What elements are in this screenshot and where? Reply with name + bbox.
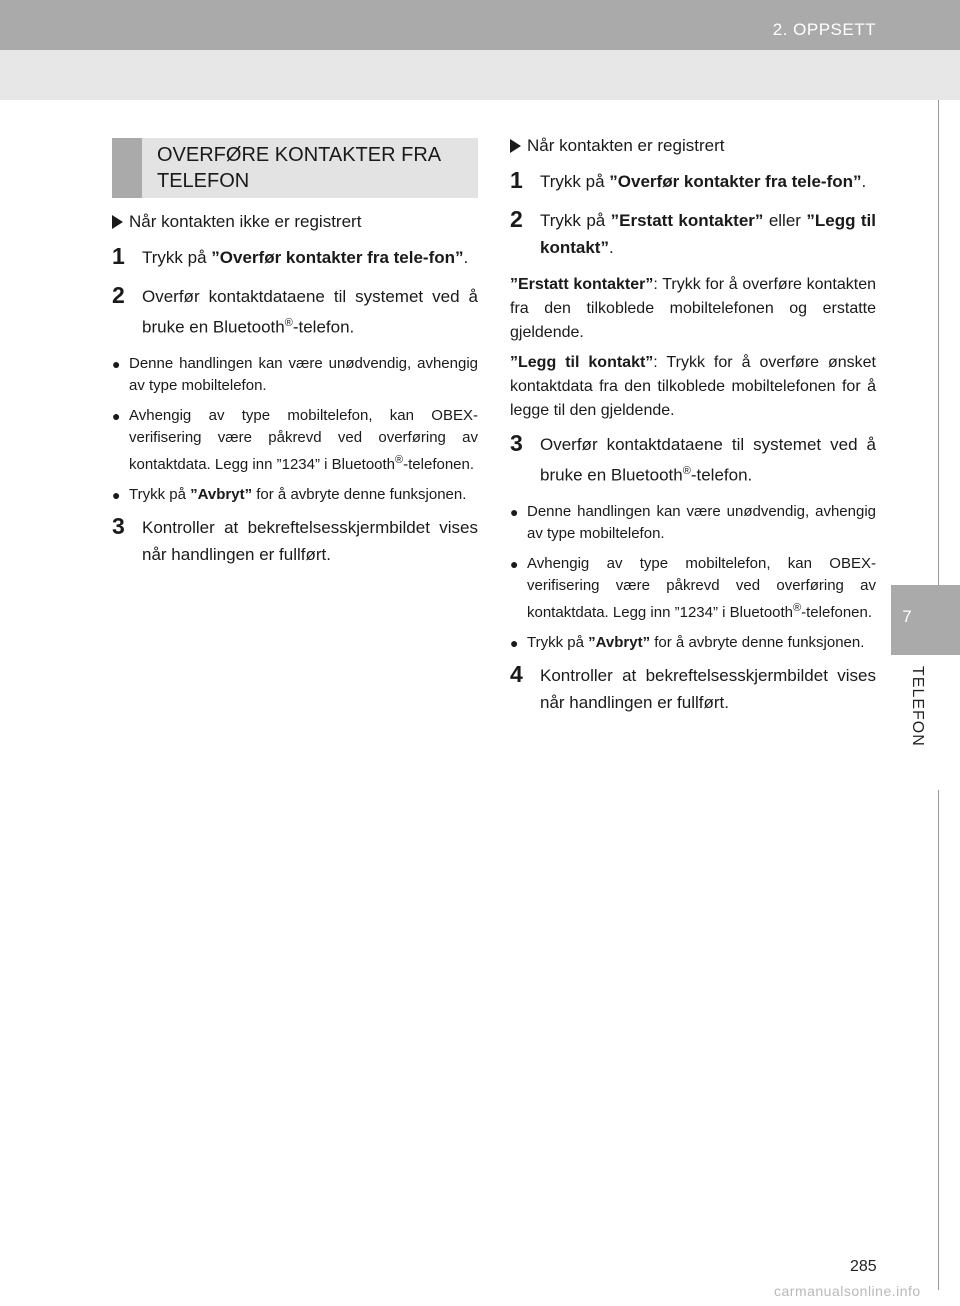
step-text-post: -telefon. [292, 317, 355, 337]
step-4 [510, 662, 876, 716]
header-band [0, 50, 960, 100]
bullet-dot-icon: ● [112, 355, 121, 372]
term: ”Legg til kontakt” [510, 354, 654, 371]
note-text-post: for å avbryte denne funksjonen. [252, 485, 467, 503]
bullet-dot-icon: ● [510, 503, 519, 520]
step-number: 2 [510, 206, 523, 232]
section-title: OVERFØRE KONTAKTER FRA TELEFON [157, 144, 440, 192]
page-header [0, 0, 960, 50]
note-text-pre: Trykk på [527, 633, 589, 651]
note-text: Denne handlingen kan være unødvendig, avhengig av type mobiltelefon. [129, 354, 478, 394]
step-text-post: . [861, 172, 867, 191]
step-text-post: . [608, 238, 614, 257]
note-text-pre: Trykk på [129, 485, 191, 503]
subheading-not-registered [112, 210, 478, 234]
button-name: ”Avbryt” [588, 633, 651, 651]
note-text-post: -telefonen. [403, 455, 475, 473]
note-3 [510, 632, 876, 654]
step-number: 3 [112, 512, 125, 539]
paragraph-add [510, 351, 876, 423]
button-name: ”Avbryt” [190, 485, 253, 503]
step-text [540, 207, 876, 261]
step-1 [112, 244, 478, 271]
side-divider-bottom [938, 790, 939, 1290]
note-text [527, 553, 876, 624]
triangle-right-icon [510, 139, 521, 153]
note-text: Denne handlingen kan være unødvendig, avhengig av type mobiltelefon. [527, 502, 876, 542]
step-text-mid: eller [763, 211, 807, 230]
note-text [129, 405, 478, 476]
note-text [129, 484, 478, 506]
note-text-post: -telefonen. [801, 603, 873, 621]
note-1 [510, 501, 876, 545]
step-text [540, 168, 876, 195]
button-name-replace: ”Erstatt kontakter” [610, 211, 764, 230]
registered-mark: ® [395, 453, 404, 466]
button-name: ”Overfør kontakter fra tele-fon” [211, 248, 464, 267]
bullet-dot-icon: ● [112, 486, 121, 503]
button-name: ”Overfør kontakter fra tele-fon” [609, 172, 862, 191]
step-text-pre: Trykk på [540, 172, 610, 191]
definition: : Trykk for å overføre kontakten fra den tilkoblede mobiltelefonen og erstatte gjeldende. [510, 276, 876, 341]
side-divider-top [938, 100, 939, 585]
chapter-tab[interactable] [891, 585, 960, 655]
step-text-pre: Overfør kontaktdataene til systemet ved å bruke en Bluetooth [540, 435, 876, 485]
step-2 [112, 283, 478, 341]
term: ”Erstatt kontakter” [510, 276, 654, 293]
step-text [142, 283, 478, 341]
step-text: Kontroller at bekreftelsesskjermbildet vises når handlingen er fullført. [540, 665, 876, 712]
step-text-post: . [463, 248, 469, 267]
right-column [510, 132, 876, 728]
subheading-text: Når kontakten ikke er registrert [129, 212, 362, 231]
note-2 [510, 553, 876, 624]
header-title: 2. OPPSETT [772, 20, 876, 39]
bullet-dot-icon: ● [510, 555, 519, 572]
page-number: 285 [850, 1258, 877, 1275]
section-heading [112, 138, 478, 198]
note-text [527, 632, 876, 654]
section-bar [112, 138, 142, 198]
step-2 [510, 207, 876, 261]
registered-mark: ® [284, 317, 293, 329]
registered-mark: ® [793, 601, 802, 614]
bullet-dot-icon: ● [510, 634, 519, 651]
step-3 [510, 431, 876, 489]
step-number: 4 [510, 660, 523, 687]
left-column [112, 138, 478, 580]
step-text [142, 244, 478, 271]
step-3 [112, 514, 478, 568]
button-name-add: ”Legg til kontakt” [540, 211, 876, 257]
step-text-pre: Trykk på [540, 211, 611, 230]
step-text-pre: Overfør kontaktdataene til systemet ved å bruke en Bluetooth [142, 287, 478, 337]
note-2 [112, 405, 478, 476]
step-text-pre: Trykk på [142, 248, 212, 267]
chapter-label: TELEFON [909, 666, 926, 747]
subheading-text: Når kontakten er registrert [527, 136, 725, 155]
subheading-registered [510, 134, 876, 158]
step-number: 3 [510, 430, 523, 456]
bullet-dot-icon: ● [112, 407, 121, 424]
watermark: carmanualsonline.info [774, 1283, 921, 1299]
step-1 [510, 168, 876, 195]
step-number: 2 [112, 282, 125, 308]
note-text-pre: Avhengig av type mobiltelefon, kan OBEX-verifisering være påkrevd ved overføring av kontaktdata. Legg inn ”1234” i Bluetooth [129, 406, 478, 473]
triangle-right-icon [112, 215, 123, 229]
step-text-post: -telefon. [690, 465, 753, 485]
step-text [540, 431, 876, 489]
chapter-number: 7 [902, 607, 912, 626]
note-text-pre: Avhengig av type mobiltelefon, kan OBEX-verifisering være påkrevd ved overføring av kontaktdata. Legg inn ”1234” i Bluetooth [527, 554, 876, 621]
note-text-post: for å avbryte denne funksjonen. [650, 633, 865, 651]
paragraph-replace [510, 273, 876, 345]
note-3 [112, 484, 478, 506]
step-number: 1 [112, 243, 125, 269]
note-1 [112, 353, 478, 397]
registered-mark: ® [682, 465, 691, 477]
step-number: 1 [510, 167, 523, 193]
definition: : Trykk for å overføre ønsket kontaktdata fra den tilkoblede mobiltelefonen for å legge til den gjeldende. [510, 354, 876, 419]
step-text: Kontroller at bekreftelsesskjermbildet vises når handlingen er fullført. [142, 517, 478, 564]
